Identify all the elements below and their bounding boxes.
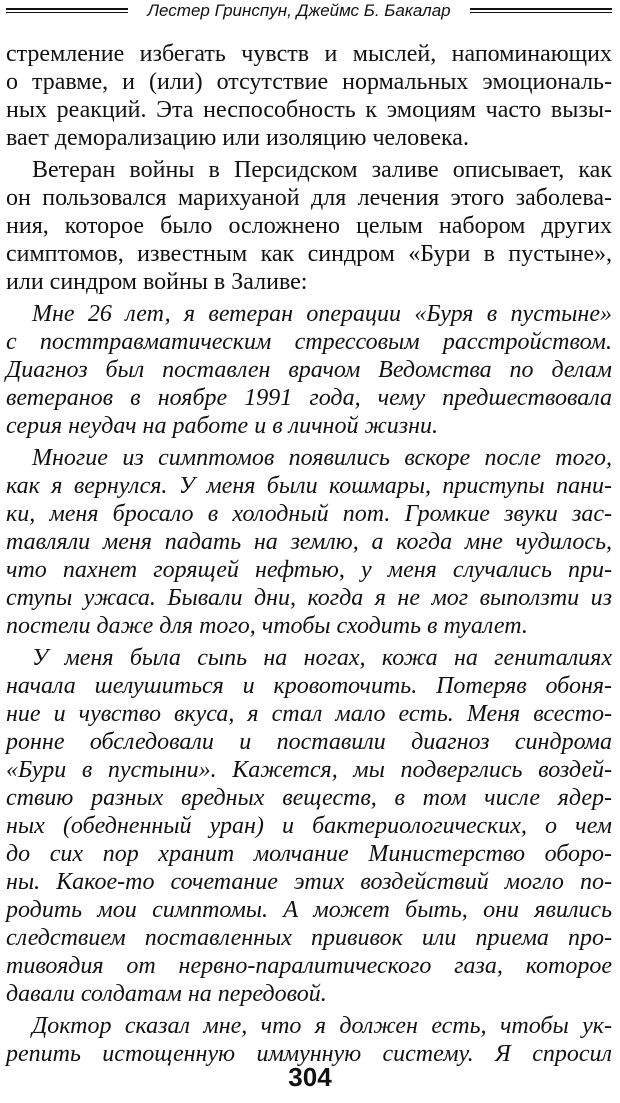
text-line: Ветеран войны в Персидском заливе описывает, как (32, 157, 612, 183)
page-number: 304 (288, 1062, 332, 1092)
quote-line: «Бури в пустыни». Кажется, мы подверглись воздей- (6, 757, 612, 783)
quote-line: с посттравматическим стрессовым расстройством. (6, 329, 612, 355)
quote-line: тивоядия от нервно-паралитического газа, которое (6, 953, 612, 979)
text-line: стремление избегать чувств и мыслей, напоминающих (6, 41, 612, 67)
text-line: вает деморализацию или изоляцию человека. (6, 125, 469, 151)
text-line: или синдром войны в Заливе: (6, 269, 308, 295)
header-rule-right (470, 8, 612, 10)
quote-line: следствием поставленных прививок или приема про- (6, 925, 612, 951)
quote-line: ки, меня бросало в холодный пот. Громкие звуки зас- (6, 501, 612, 527)
quote-line: Диагноз был поставлен врачом Ведомства по делам (6, 357, 612, 383)
quote-line: ствию разных вредных веществ, в том числе ядер- (6, 785, 612, 811)
text-line: ных реакций. Эта неспособность к эмоциям часто вызы- (6, 97, 612, 123)
quote-line: постели даже для того, чтобы сходить в туалет. (6, 613, 528, 639)
quote-line: ветеранов в ноябре 1991 года, чему предшествовала (6, 385, 612, 411)
quote-line: как я вернулся. У меня были кошмары, приступы пани- (6, 473, 612, 499)
quote-line: что пахнет горящей нефтью, у меня случались при- (6, 557, 612, 583)
running-header (0, 0, 620, 26)
quote-line: серия неудач на работе и в личной жизни. (6, 413, 439, 439)
quote-line: ние и чувство вкуса, я стал мало есть. Меня всесто- (6, 701, 612, 727)
quote-line: давали солдатам на передовой. (6, 981, 327, 1007)
header-rule-left (6, 8, 128, 10)
quote-line: начала шелушиться и кровоточить. Потеряв обоня- (6, 673, 612, 699)
running-title: Лестер Гринспун, Джеймс Б. Бакалар (147, 1, 451, 20)
quote-line: ронне обследовали и поставили диагноз синдрома (6, 729, 612, 755)
text-line: симптомов, известным как синдром «Бури в пустыне», (6, 241, 612, 267)
quote-line: Многие из симптомов появились вскоре после того, (32, 445, 612, 471)
header-rule-left-thin (6, 12, 128, 13)
quote-line: ступы ужаса. Бывали дни, когда я не мог выползти из (6, 585, 612, 611)
quote-line: ных (обедненный уран) и бактериологических, о чем (6, 813, 612, 839)
text-line: о травме, и (или) отсутствие нормальных эмоциональ- (6, 69, 612, 95)
quote-line: Доктор сказал мне, что я должен есть, чтобы ук- (32, 1013, 612, 1039)
quote-line: репить истощенную иммунную систему. Я спросил (6, 1041, 612, 1067)
quote-line: Мне 26 лет, я ветеран операции «Буря в пустыне» (32, 301, 612, 327)
quote-line: У меня была сыпь на ногах, кожа на гениталиях (32, 645, 612, 671)
quote-line: родить мои симптомы. А может быть, они явились (6, 897, 612, 923)
quote-line: тавляли меня падать на землю, а когда мне чудилось, (6, 529, 612, 555)
quote-line: ны. Какое-то сочетание этих воздействий могло по- (6, 869, 612, 895)
header-rule-right-thin (470, 12, 612, 13)
text-line: ния, которое было осложнено целым набором других (6, 213, 612, 239)
text-line: он пользовался марихуаной для лечения этого заболева- (6, 185, 612, 211)
quote-line: до сих пор хранит молчание Министерство оборо- (6, 841, 612, 867)
